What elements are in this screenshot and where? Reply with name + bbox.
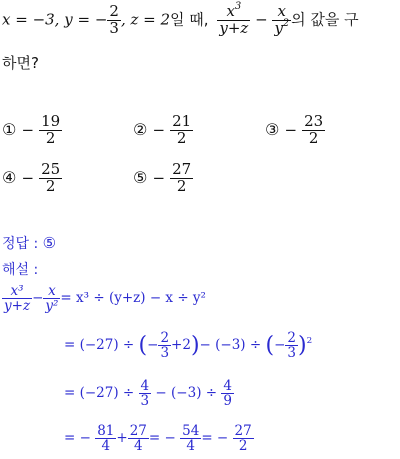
solution-line-1: $\frac{\text{x³}}{y+z}$ − $\frac{x}{\text{y²}}$ = x³ ÷ (y+z) − x ÷ y²: [4, 283, 206, 315]
question-line-2: 하면?: [2, 54, 39, 72]
question-tail: 의 값을 구: [291, 10, 359, 29]
choice-4[interactable]: ④ − $\frac{25}{2}$: [2, 160, 61, 195]
expression-fraction-b: $\frac{x}{y^2}$: [274, 2, 290, 37]
condition-z: , z = 2: [120, 10, 171, 29]
choice-1[interactable]: ① − $\frac{19}{2}$: [2, 112, 61, 147]
choice-5[interactable]: ⑤ − $\frac{27}{2}$: [133, 160, 192, 195]
answer-label: 정답 :: [2, 236, 43, 252]
answer-value: ⑤: [42, 234, 57, 252]
question-line-1: [2, 1, 359, 37]
solution-line-2: = (−27) ÷ (− $\frac{2}{3}$ +2)− (−3) ÷ (− $\frac{2}{3}$ )$^2$: [64, 330, 313, 362]
choice-3[interactable]: ③ − $\frac{23}{2}$: [265, 112, 324, 147]
solution-line-4: = − $\frac{81}{4}$ + $\frac{27}{4}$ = − $\frac{54}{4}$ = − $\frac{27}{2}$: [64, 423, 252, 455]
condition-x: x = −3,: [2, 10, 60, 29]
condition-y-fraction: $\frac{2}{3}$: [109, 2, 119, 37]
solution-line-3: = (−27) ÷ $\frac{4}{3}$ − (−3) ÷ $\frac{4}{9}$: [64, 378, 232, 410]
solution-label: 해설 :: [2, 262, 39, 278]
expression-fraction-a: $\frac{x^3}{y+z}$: [219, 1, 249, 37]
choice-2[interactable]: ② − $\frac{21}{2}$: [133, 112, 192, 147]
expression-minus: −: [255, 10, 268, 29]
condition-y: y = −: [64, 10, 108, 29]
answer-line: [2, 233, 56, 253]
condition-suffix: 일 때,: [170, 10, 209, 29]
